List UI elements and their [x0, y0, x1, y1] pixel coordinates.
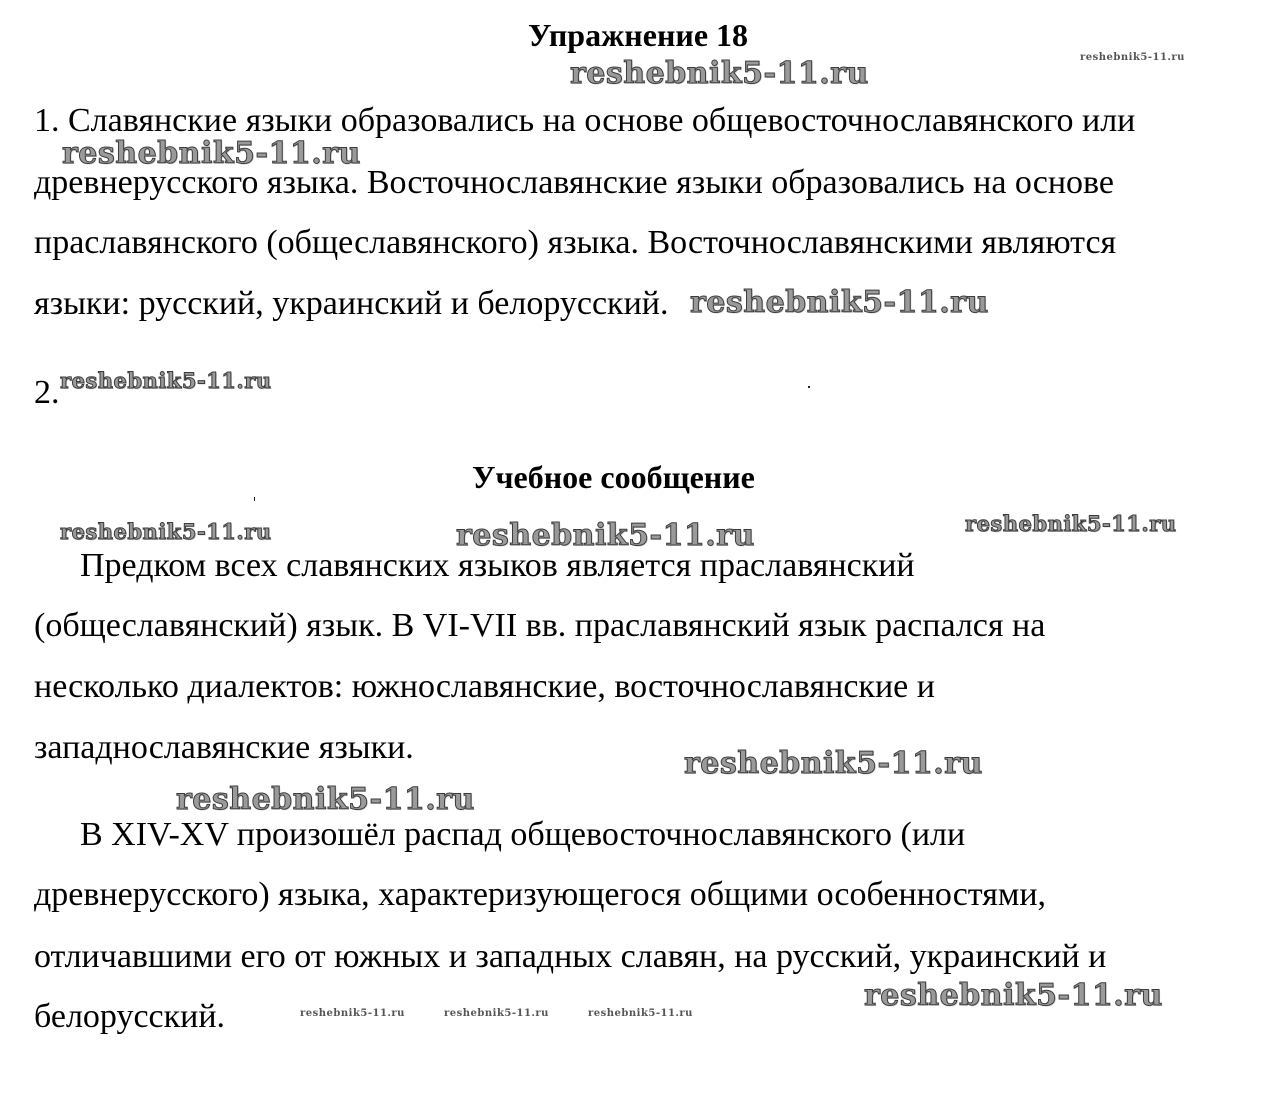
watermark: reshebnik5-11.ru: [60, 368, 272, 393]
watermark: reshebnik5-11.ru: [62, 136, 361, 171]
para1-line-2: (общеславянский) язык. В VI-VII вв. праславянский язык распался на: [34, 607, 1046, 644]
watermark: reshebnik5-11.ru: [456, 518, 755, 553]
para1-line-4: западнославянские языки.: [34, 729, 414, 766]
watermark: reshebnik5-11.ru: [176, 782, 475, 817]
report-title: Учебное сообщение: [472, 459, 755, 495]
para2-line-3: отличавшими его от южных и западных славян, на русский, украинский и: [34, 938, 1107, 975]
item1-line-2: древнерусского языка. Восточнославянские языки образовались на основе: [34, 164, 1114, 201]
scan-speck: [254, 497, 255, 501]
watermark: reshebnik5-11.ru: [690, 285, 989, 320]
watermark-small: reshebnik5-11.ru: [300, 1008, 405, 1019]
watermark-small: reshebnik5-11.ru: [1080, 52, 1185, 63]
watermark: reshebnik5-11.ru: [570, 56, 869, 91]
watermark-small: reshebnik5-11.ru: [444, 1008, 549, 1019]
watermark: reshebnik5-11.ru: [60, 519, 272, 544]
watermark-small: reshebnik5-11.ru: [588, 1008, 693, 1019]
para2-line-2: древнерусского) языка, характеризующегося общими особенностями,: [34, 876, 1047, 913]
scan-speck: [808, 386, 810, 388]
item1-line-4: языки: русский, украинский и белорусский.: [34, 285, 669, 322]
para1-line-1: Предком всех славянских языков является праславянский: [80, 547, 915, 584]
item1-line-3: праславянского (общеславянского) языка. Восточнославянскими являются: [34, 224, 1117, 261]
watermark: reshebnik5-11.ru: [965, 511, 1177, 536]
item2-marker: 2.: [34, 374, 60, 411]
para2-line-4: белорусский.: [34, 998, 226, 1035]
para2-line-1: В XIV-XV произошёл распад общевосточнославянского (или: [80, 816, 966, 853]
exercise-title: Упражнение 18: [528, 17, 749, 53]
para1-line-3: несколько диалектов: южнославянские, восточнославянские и: [34, 668, 935, 705]
watermark: reshebnik5-11.ru: [684, 746, 983, 781]
watermark: reshebnik5-11.ru: [864, 978, 1163, 1013]
item1-line-1: 1. Славянские языки образовались на основе общевосточнославянского или: [34, 102, 1136, 139]
